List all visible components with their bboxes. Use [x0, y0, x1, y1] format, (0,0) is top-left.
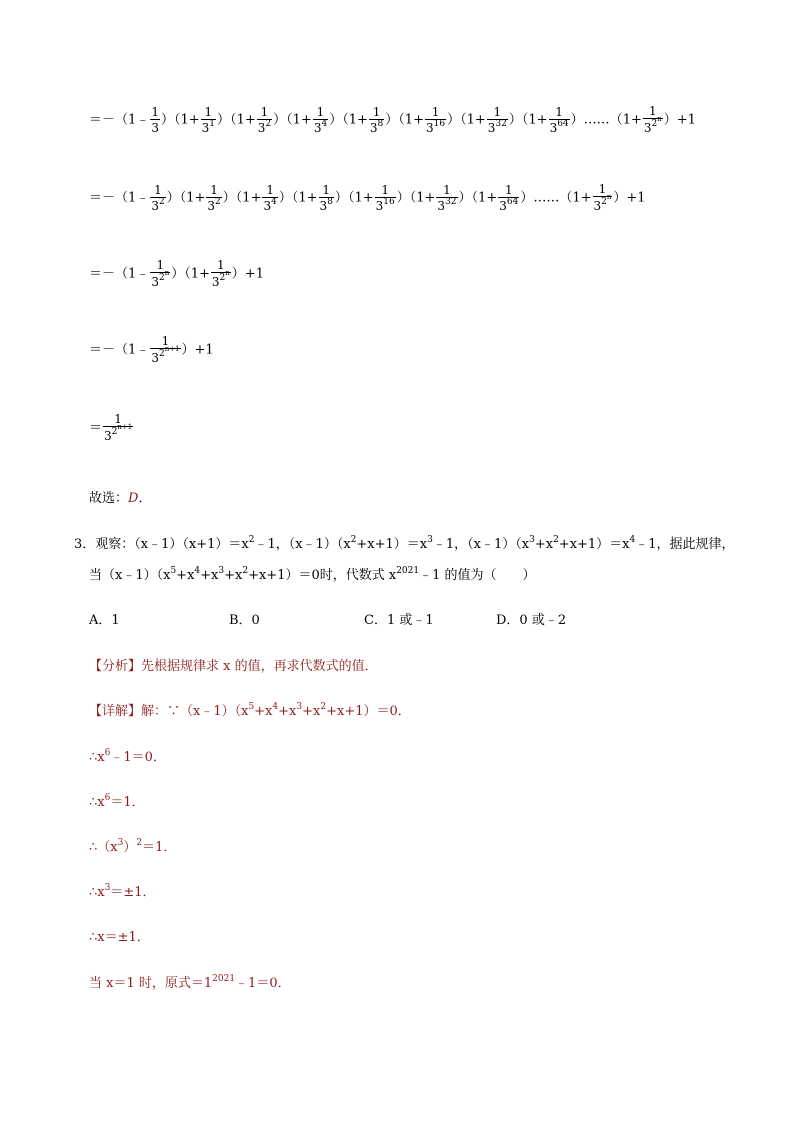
text: 1+ — [622, 112, 642, 128]
exponent-n1: n+1 — [117, 423, 133, 431]
exponent: 5 — [248, 702, 255, 712]
fraction — [549, 105, 570, 136]
numerator: 1 — [431, 104, 440, 119]
text: ） — [508, 112, 522, 128]
detail-step-3 — [89, 836, 176, 855]
ellipsis: …… — [583, 112, 610, 128]
fraction — [487, 105, 508, 136]
exponent-base: 2 — [158, 273, 165, 283]
text: （ — [184, 266, 191, 282]
exponent: 3 — [427, 535, 433, 545]
numerator: 1 — [322, 182, 331, 197]
exponent: 8 — [377, 118, 384, 129]
denominator — [369, 120, 384, 136]
text: 1+ — [354, 190, 374, 206]
text: ） — [329, 112, 343, 128]
numerator: 1 — [443, 182, 451, 197]
text: 1﹣ — [128, 112, 150, 128]
denominator — [436, 198, 457, 214]
base: 3 — [375, 198, 384, 213]
text: ）+1 — [663, 112, 696, 128]
numerator: 1 — [598, 182, 607, 196]
exponent: 2 — [265, 118, 272, 129]
text: 1+ — [528, 112, 548, 128]
option-d: D．0 或﹣2 — [496, 613, 567, 628]
question-3-options — [89, 609, 566, 628]
text: ﹣1＝0． — [110, 750, 166, 765]
numerator: 1 — [217, 258, 225, 272]
denominator — [593, 193, 613, 214]
text: ∴x — [89, 795, 105, 810]
exponent: 2021 — [396, 566, 420, 576]
fraction — [643, 104, 663, 136]
text: （ — [398, 112, 405, 128]
exponent: 2 — [158, 196, 165, 207]
question-3-line-2 — [89, 564, 536, 583]
fraction — [150, 334, 180, 366]
text: 1+ — [186, 190, 206, 206]
exponent — [158, 269, 170, 283]
text: （ — [291, 190, 299, 206]
text: （ — [521, 112, 529, 128]
text: ） — [385, 112, 399, 128]
base: 3 — [257, 120, 266, 135]
text: ）+1 — [613, 190, 646, 206]
fraction — [206, 183, 221, 214]
solution-line-5 — [89, 412, 134, 444]
exponent: 4 — [321, 118, 328, 129]
exponent: 16 — [433, 118, 446, 129]
equals-sign: ＝ — [89, 266, 103, 282]
exponent: 4 — [194, 566, 201, 576]
fraction — [375, 183, 396, 214]
denominator — [487, 120, 508, 136]
detail-final — [89, 972, 291, 991]
text: 当 x＝1 时，原式＝1 — [89, 976, 213, 991]
exponent: 4 — [271, 196, 277, 207]
exponent: 64 — [506, 196, 519, 207]
numerator: 1 — [151, 104, 159, 119]
fraction — [313, 105, 328, 136]
denominator — [643, 115, 663, 136]
exponent: 5 — [170, 566, 177, 576]
exponent-base: 2 — [601, 197, 607, 207]
fraction — [436, 183, 457, 214]
exponent-n: n — [657, 115, 662, 123]
text: +x+1）＝x — [558, 537, 630, 552]
fraction — [593, 182, 613, 214]
text: 1+ — [404, 112, 424, 128]
base: 3 — [151, 275, 159, 289]
numerator: 1 — [260, 104, 269, 119]
exponent: 2 — [136, 838, 143, 848]
numerator: 1 — [114, 412, 122, 426]
exponent: 4 — [629, 535, 636, 545]
text: －（ — [102, 112, 129, 128]
denominator — [313, 120, 328, 136]
equals-sign: ＝ — [89, 190, 103, 206]
equals-sign: ＝ — [89, 420, 103, 436]
text: （ — [460, 112, 467, 128]
text: ） — [520, 190, 534, 206]
numerator: 1 — [204, 104, 213, 119]
fraction — [211, 258, 231, 290]
numerator: 1 — [493, 104, 502, 119]
text: （ — [286, 112, 293, 128]
text: ∴x — [89, 885, 105, 900]
fraction — [201, 105, 216, 136]
exponent: 2 — [248, 535, 255, 545]
denominator — [206, 198, 221, 214]
text: +x — [224, 568, 243, 583]
question-3-line-1 — [74, 533, 735, 552]
base: 3 — [151, 351, 159, 365]
text: ） — [570, 112, 584, 128]
text: ． — [138, 491, 152, 506]
exponent — [651, 115, 662, 129]
text: ∴x＝±1． — [89, 930, 150, 945]
numerator: 1 — [266, 182, 274, 197]
text: +x+1）＝0时，代数式 x — [248, 568, 397, 583]
ellipsis: …… — [533, 190, 560, 206]
text: 1+ — [298, 190, 318, 206]
text: ） — [278, 190, 292, 206]
text: +x — [534, 537, 554, 552]
text: ） — [396, 190, 410, 206]
text: 1+ — [478, 190, 498, 206]
numerator: 1 — [154, 182, 162, 197]
exponent-base: 2 — [111, 427, 118, 437]
exponent — [111, 423, 133, 437]
fraction — [319, 183, 334, 214]
analysis-tag: 【分析】 — [89, 659, 142, 674]
text: ） — [171, 266, 185, 282]
fraction — [369, 105, 384, 136]
exponent-n: n — [164, 269, 170, 277]
exponent: 32 — [445, 196, 457, 207]
solution-line-3 — [89, 258, 264, 290]
base: 3 — [319, 198, 328, 213]
detail-line — [89, 700, 411, 719]
text: +x — [200, 568, 219, 583]
exponent: 3 — [218, 566, 225, 576]
text: ﹣1＝0． — [235, 976, 291, 991]
base: 3 — [593, 199, 602, 213]
base: 3 — [643, 121, 652, 135]
exponent-n1: n+1 — [164, 345, 180, 353]
answer-line — [89, 487, 151, 506]
denominator — [150, 198, 165, 214]
fraction — [103, 412, 133, 444]
base: 3 — [369, 120, 378, 135]
text: ＝1． — [110, 795, 145, 810]
answer-label: 故选： — [89, 491, 129, 506]
base: 3 — [549, 120, 558, 135]
numerator: 1 — [210, 182, 218, 197]
numerator: 1 — [504, 182, 513, 197]
exponent-n: n — [606, 193, 612, 201]
numerator: 1 — [372, 104, 381, 119]
text: 1+ — [180, 112, 200, 128]
exponent — [601, 193, 612, 207]
analysis-text: 先根据规律求 x 的值，再求代数式的值． — [141, 659, 378, 674]
equals-sign: ＝ — [89, 112, 103, 128]
text: 1+ — [466, 112, 486, 128]
exponent: 3 — [104, 883, 111, 893]
detail-tag: 【详解】 — [89, 704, 142, 719]
text: （ — [409, 190, 417, 206]
text: +x — [176, 568, 195, 583]
text: 当（x﹣1）（x — [89, 568, 171, 583]
denominator — [257, 120, 272, 136]
text: ∴（x — [89, 840, 118, 855]
denominator — [150, 345, 180, 366]
text: ）+1 — [231, 266, 264, 282]
exponent — [219, 269, 230, 283]
denominator — [103, 423, 133, 444]
text: （ — [179, 190, 187, 206]
exponent: 3 — [296, 702, 303, 712]
text: ） — [447, 112, 461, 128]
text: 1﹣ — [128, 342, 150, 358]
exponent: 32 — [495, 118, 507, 129]
text: （ — [559, 190, 573, 206]
fraction — [498, 183, 519, 214]
text: ∴x — [89, 750, 105, 765]
analysis-line — [89, 655, 378, 674]
exponent — [158, 345, 180, 359]
option-a: A．1 — [89, 613, 120, 628]
option-b: B．0 — [229, 613, 260, 628]
exponent: 8 — [327, 196, 333, 207]
text: ） — [160, 112, 174, 128]
base: 3 — [207, 198, 216, 213]
text: +x — [278, 704, 297, 719]
text: ） — [334, 190, 348, 206]
base: 3 — [437, 198, 446, 213]
exponent: 2 — [242, 566, 249, 576]
text: （ — [471, 190, 479, 206]
base: 3 — [425, 120, 434, 135]
text: ） — [222, 190, 236, 206]
text: ） — [166, 190, 180, 206]
exponent: 6 — [104, 793, 111, 803]
text: ） — [458, 190, 472, 206]
text: 1﹣ — [128, 190, 150, 206]
denominator — [375, 198, 396, 214]
text: （ — [347, 190, 355, 206]
exponent: 2 — [350, 535, 357, 545]
text: +x — [254, 704, 273, 719]
denominator — [498, 198, 519, 214]
text: －（ — [102, 190, 129, 206]
text: （ — [230, 112, 237, 128]
equals-sign: ＝ — [89, 342, 103, 358]
denominator — [150, 269, 170, 290]
text: 1+ — [416, 190, 436, 206]
text: 1+ — [242, 190, 262, 206]
text: ）+1 — [181, 342, 214, 358]
solution-line-4 — [89, 334, 214, 366]
denominator — [211, 269, 231, 290]
numerator: 1 — [156, 258, 165, 272]
exponent: 64 — [557, 118, 569, 129]
text: ﹣1，（x﹣1）（x — [254, 537, 351, 552]
exponent: 6 — [104, 748, 111, 758]
exponent: 3 — [117, 838, 124, 848]
denominator — [549, 120, 570, 136]
exponent: 2 — [215, 196, 221, 207]
denominator — [150, 120, 160, 136]
text: ） — [273, 112, 287, 128]
text: －（ — [102, 266, 129, 282]
detail-step-5 — [89, 926, 150, 945]
question-number: 3． — [74, 537, 96, 552]
exponent: 16 — [383, 196, 395, 207]
exponent-n: n — [225, 269, 230, 277]
fraction — [262, 183, 277, 214]
exponent: 4 — [272, 702, 279, 712]
text: 1+ — [348, 112, 368, 128]
fraction — [425, 105, 446, 136]
exponent-base: 2 — [651, 119, 658, 129]
text: ﹣1 的值为（ ） — [419, 568, 536, 583]
text: 1+ — [190, 266, 210, 282]
option-c: C．1 或﹣1 — [364, 613, 434, 628]
denominator — [262, 198, 277, 214]
base: 3 — [151, 120, 159, 135]
text: ） — [217, 112, 231, 128]
base: 3 — [211, 275, 220, 289]
solution-line-2 — [89, 182, 646, 214]
text: ﹣1，（x﹣1）（x — [432, 537, 530, 552]
text: 解：∵（x﹣1）（x — [141, 704, 249, 719]
fraction — [150, 105, 160, 136]
text: 1+ — [236, 112, 256, 128]
text: 1+ — [292, 112, 312, 128]
fraction — [150, 258, 170, 290]
base: 3 — [263, 198, 272, 213]
exponent: 1 — [209, 118, 216, 129]
base: 3 — [487, 120, 496, 135]
detail-step-1 — [89, 746, 166, 765]
text: ﹣1，据此规律， — [635, 537, 735, 552]
text: +x — [302, 704, 321, 719]
numerator: 1 — [648, 104, 657, 118]
text: +x+1）＝x — [356, 537, 428, 552]
detail-step-4 — [89, 881, 156, 900]
exponent: 3 — [529, 535, 535, 545]
denominator — [425, 120, 446, 136]
fraction — [257, 105, 272, 136]
base: 3 — [499, 198, 507, 213]
base: 3 — [151, 198, 159, 213]
numerator: 1 — [555, 104, 563, 119]
text: （ — [235, 190, 243, 206]
exponent: 2021 — [212, 974, 236, 984]
text: ＝1． — [142, 840, 177, 855]
base: 3 — [104, 429, 112, 443]
numerator: 1 — [381, 182, 389, 197]
denominator — [201, 120, 216, 136]
text: ） — [123, 840, 137, 855]
text: （ — [609, 112, 623, 128]
detail-step-2 — [89, 791, 145, 810]
base: 3 — [201, 120, 210, 135]
text: +x+1）＝0． — [326, 704, 411, 719]
exponent-base: 2 — [219, 273, 226, 283]
text: －（ — [102, 342, 129, 358]
solution-line-1 — [89, 104, 696, 136]
numerator: 1 — [161, 334, 170, 348]
fraction — [150, 183, 165, 214]
text: （ — [342, 112, 349, 128]
exponent: 2 — [320, 702, 327, 712]
base: 3 — [313, 120, 322, 135]
numerator: 1 — [316, 104, 325, 119]
text: （ — [173, 112, 181, 128]
text: ＝±1． — [110, 885, 156, 900]
text: 1+ — [572, 190, 592, 206]
text: 观察：（x﹣1）（x+1）＝x — [95, 537, 249, 552]
denominator — [319, 198, 334, 214]
exponent-base: 2 — [158, 349, 165, 359]
text: 1﹣ — [128, 266, 150, 282]
answer-choice: D — [128, 491, 139, 506]
exponent: 2 — [553, 535, 559, 545]
